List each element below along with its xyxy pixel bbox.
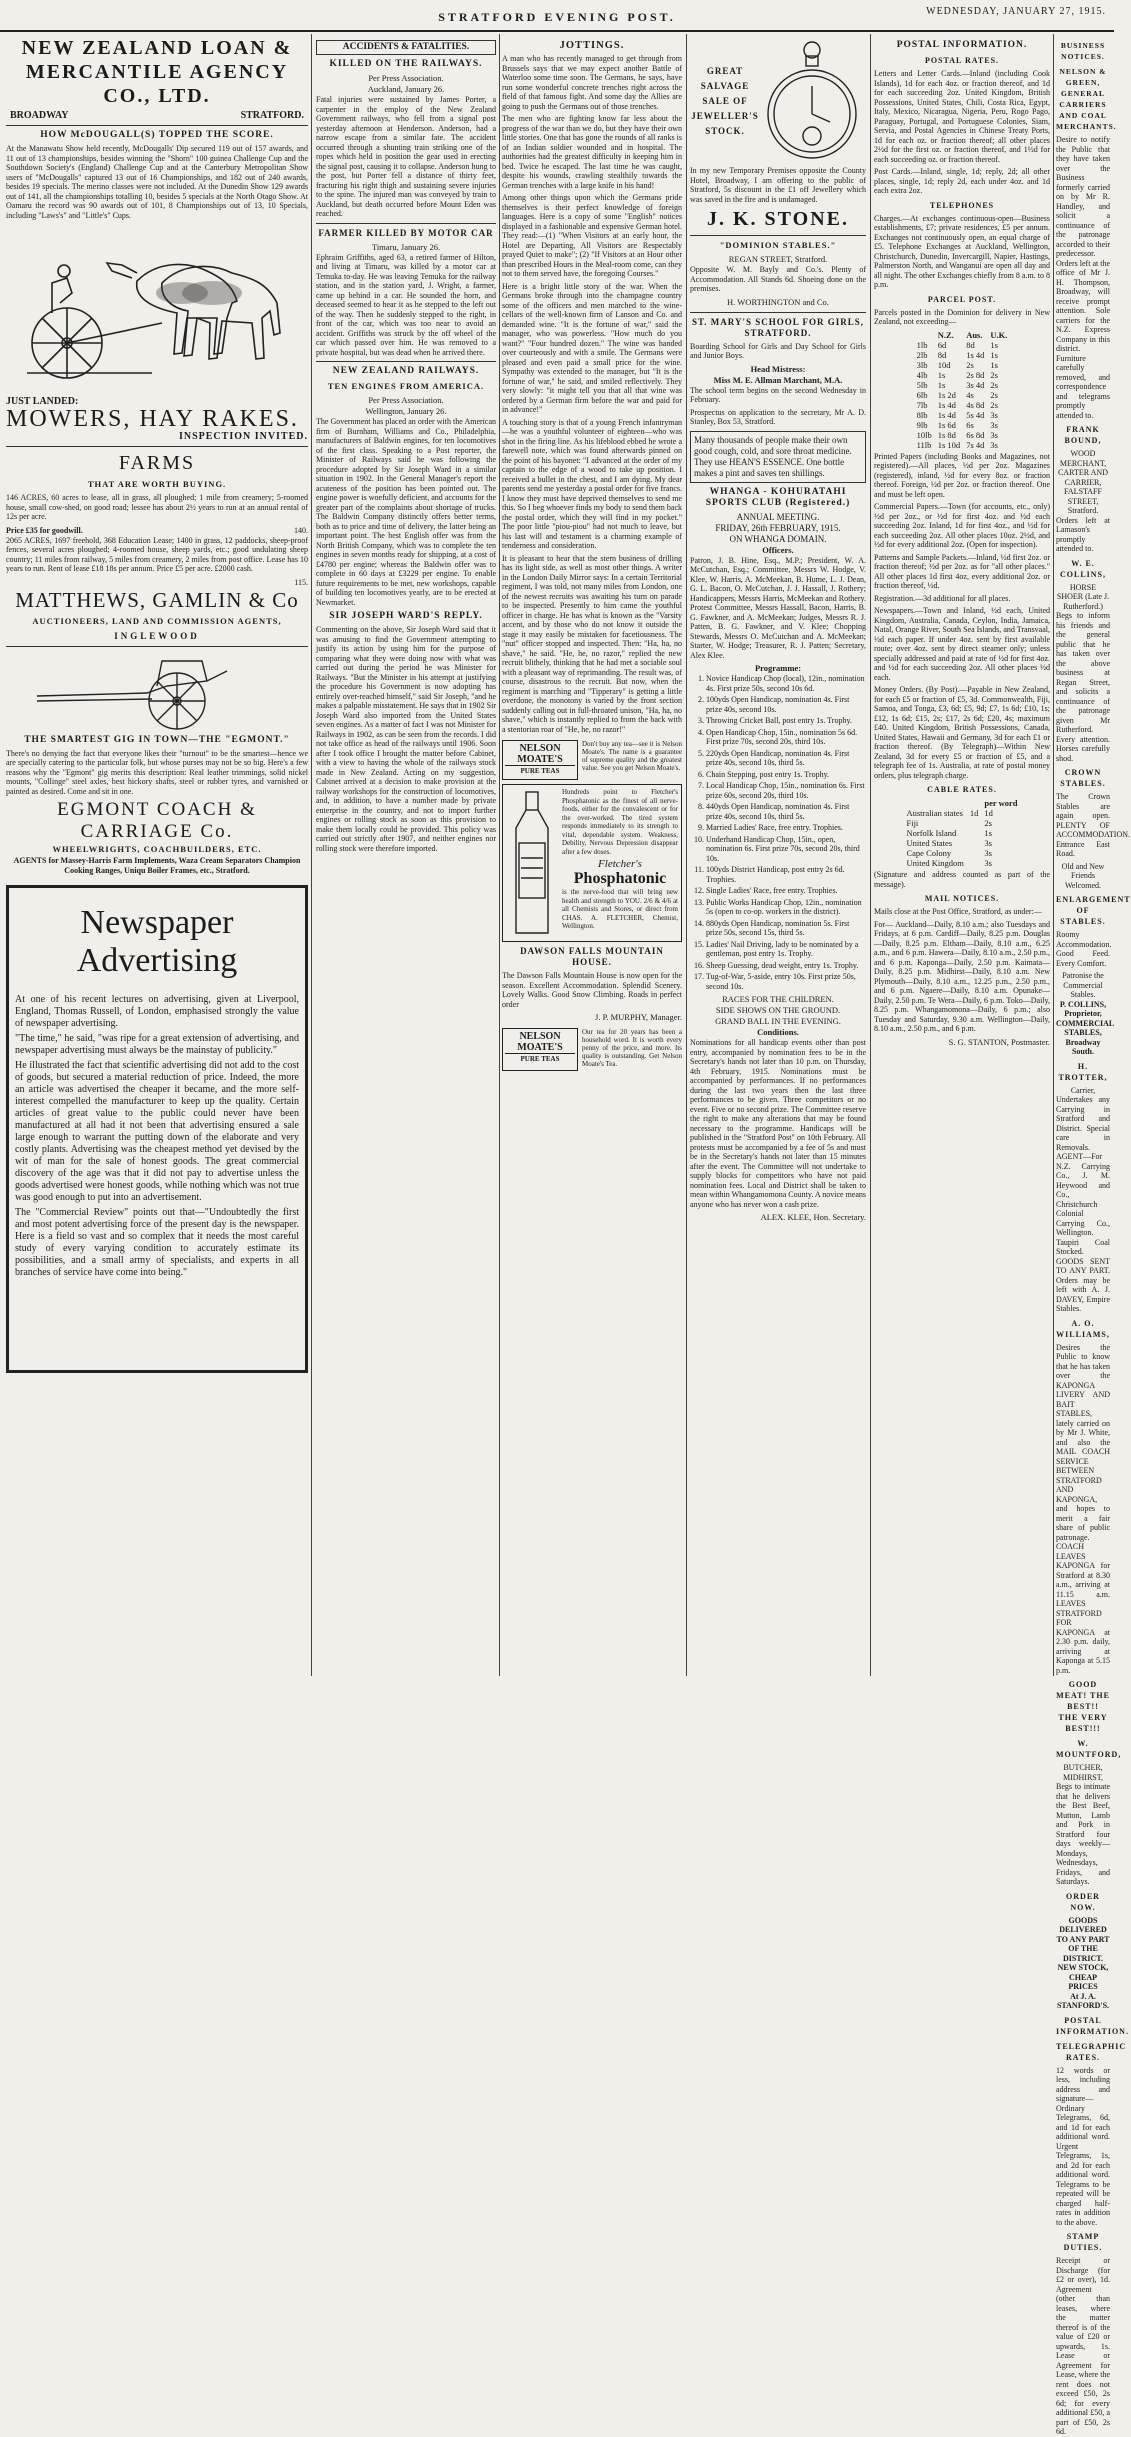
enlargement-head: ENLARGEMENT OF STABLES. — [1056, 895, 1131, 926]
jottings-para-1: A man who has recently managed to get through from Brussels says that we may expect another Battle of Waterloo some time soon. The Germans, he says, have run some wonderful concrete trenches right across the field of that famous fight. And some day the Allies are going to push the Germans out of those trenches. — [502, 54, 682, 111]
pocket-watch-icon — [764, 36, 860, 166]
table-row — [903, 808, 1020, 818]
registration: Registration.—3d additional for all places. — [874, 593, 1011, 603]
postmaster-signature: S. G. STANTON, Postmaster. — [948, 1036, 1050, 1047]
table-header-cell: U.K. — [990, 329, 1008, 340]
table-header-cell: Aus. — [966, 329, 983, 340]
table-cell: 2lb — [916, 349, 928, 360]
phosphatonic-footer: is the nerve-food that will bring new health and strength to YOU. 2/6 & 4/6 at all Chemists and Stores, or direct from CHAS. A. FLETCHER, Chemist, Wellington. — [562, 888, 678, 930]
jottings-para-2: The men who are fighting know far less about the progress of the war than we do, but they have their own little stories. One that has gone the rounds of all ranks is of an Indian soldier wounded and in hospital. The authorities had the greatest difficulty in keeping him in bed. Twice he escaped. The last time he was caught, despite his wounds, crawling stealthily towards the German trenches with a large knife in his hand! — [502, 114, 682, 190]
nzr-dateline: Wellington, January 26. — [365, 406, 447, 416]
table-cell — [967, 838, 982, 848]
programme-item: 13. Public Works Handicap Chop, 12in., nomination 5s (open to co-op. workers in the district). — [706, 898, 866, 917]
ward-reply-headline: SIR JOSEPH WARD'S REPLY. — [329, 611, 483, 621]
table-cell: 1s — [937, 379, 946, 390]
head-mistress-label: Head Mistress: — [750, 363, 806, 374]
column-1 — [6, 36, 308, 1676]
address-left: BROADWAY — [10, 110, 69, 121]
agents-line: AGENTS for Massey-Harris Farm Implements, Waza Cream Separators Champion Cooking Ranges, Uniqu Boiler Frames, etc., Stratford. — [13, 856, 301, 875]
column-rule — [499, 34, 500, 1676]
column-2 — [316, 36, 496, 1676]
advertising-title: Newspaper Advertising — [76, 904, 238, 979]
column-4 — [690, 36, 866, 1676]
just-landed: JUST LANDED: — [6, 396, 79, 407]
table-row — [914, 410, 1011, 420]
masthead-rule — [0, 30, 1114, 32]
mountford-sub: BUTCHER, MIDHIRST, — [1062, 1763, 1104, 1782]
table-row — [903, 858, 1020, 868]
table-cell: 1d — [969, 808, 979, 818]
nelson-brand-2: NELSON MOATE'S — [517, 1031, 563, 1053]
gig-carriage-illustration — [27, 651, 287, 731]
children-races: RACES FOR THE CHILDREN. — [722, 994, 834, 1004]
killed-railways-headline: KILLED ON THE RAILWAYS. — [329, 59, 483, 69]
whanga-signature: ALEX. KLEE, Hon. Secretary. — [760, 1212, 866, 1222]
programme-item: 5. 220yds Open Handicap, nomination 4s. First prize 40s, second 10s, third 5s. — [706, 749, 866, 768]
killed-body: Fatal injuries were sustained by James Porter, a carpenter in the employ of the New Zealand Government railways, who fell from a signal post yesterday afternoon at Henderson. Anderson, had a narrow escape from a similar fate. The accident occurred through a shunting train striking one of the ropes which held in position the gear used in erecting the signal post, causing it to collapse. Anderson hung to the post, but Porter fell a distance of thirty feet, fracturing his right thigh and sustaining severe injuries to the spine. The injured man was conveyed by train to Auckland, but death occurred before Mount Eden was reached. — [316, 95, 496, 218]
nz-loan-title: NEW ZEALAND LOAN & MERCANTILE AGENCY CO., LTD. — [21, 37, 293, 107]
business-notices-head: BUSINESS NOTICES. — [1060, 41, 1106, 61]
jottings-para-5: A touching story is that of a young French infantryman—he was a youthful volunteer of eighteen—who was shot in the firing line. As his lifeblood ebbed he wrote a farewell note, which was found afterwards pinned on the point of his bayonet: "I advanced at the order of my captain to the edge of a wood to take up position. I received a bullet in the chest, and I am dying. My dear parents send me yesterday a postal order for five francs. I know they must have deprived themselves to send me this. So I beg whoever finds my body to send them back the postal order, which they will find in my pocket." The poor little "piou-piou" had not much to leave, but his last will and testament is a charming example of tenderness and consideration. — [502, 417, 682, 550]
table-cell: 1s — [990, 349, 998, 360]
table-cell: 8d — [966, 339, 975, 350]
postal-rates-head: POSTAL RATES. — [924, 56, 1000, 65]
programme-item: 6. Chain Stepping, post entry 1s. Trophy. — [706, 770, 866, 780]
column-rule — [870, 34, 871, 1676]
programme-item: 3. Throwing Cricket Ball, post entry 1s. Trophy. — [706, 716, 866, 726]
table-row — [914, 400, 1011, 410]
dominion-stables-head: "DOMINION STABLES." — [719, 240, 837, 250]
nelson-moate-ad — [502, 740, 682, 780]
nelson-sub: PURE TEAS — [505, 765, 575, 777]
table-cell: 6lb — [916, 389, 928, 400]
programme-item: 14. 880yds Open Handicap, nomination 5s. First prize 50s, second 15s, third 5s. — [706, 919, 866, 938]
crown-stables-foot: Old and New Friends Welcomed. — [1061, 861, 1105, 890]
side-shows: SIDE SHOWS ON THE GROUND. — [715, 1005, 841, 1015]
table-cell: 2s — [990, 379, 998, 390]
order-now: ORDER NOW. — [1066, 1891, 1100, 1912]
egmont-coach: EGMONT COACH & CARRIAGE Co. — [57, 799, 257, 842]
table-cell — [967, 848, 982, 858]
inglewood: INGLEWOOD — [114, 630, 200, 641]
mountford-body: Begs to intimate that he delivers the Best Beef, Mutton, Lamb and Pork in Stratford four days weekly—Mondays, Wednesdays, Fridays, and Saturdays. — [1056, 1782, 1110, 1886]
table-cell: Fiji — [906, 818, 919, 828]
newspaper-rates: Newspapers.—Town and Inland, ½d each, United Kingdom, Australia, Canada, Ceylon, India, Jamaica, Natal, Orange River, South Sea Islands, and Transvaal, ½d each paper. If under 4oz. sent by first available route; over 4oz. sent by direct steamer only; unless specially addressed and paid at rate of ½d for first 4oz. and ½d for each succeeding 2oz. All other places ½d each. — [874, 606, 1050, 682]
stanford: At J. A. STANFORD'S. — [1056, 1991, 1110, 2010]
table-cell: 10lb — [916, 429, 932, 440]
table-row — [914, 370, 1011, 380]
table-header-cell — [914, 330, 935, 340]
dawson-signature: J. P. MURPHY, Manager. — [595, 1012, 682, 1022]
letters-rates: Letters and Letter Cards.—Inland (including Cook Islands), 1d for each 4oz. or fraction thereof, and 1d for each succeeding 2oz. United Kingdom, British Possessions, United States, Chili, Costa Rica, Egypt, Italy, Mexico, Nicaragua, Nigeria, Peru, Rogo Pago, Paraguay, Portugal, and Portuguese Colonies, Siam, Servia, and Postal Agencies in Chinese Treaty Ports, 1d for each oz. or fraction thereof; all other places 2½d for the first oz. or fraction thereof, and 1½d for each succeeding oz. or fraction thereof. — [874, 69, 1050, 164]
dominion-signature: H. WORTHINGTON and Co. — [727, 296, 829, 307]
table-cell: 4s 8d — [966, 399, 985, 410]
cable-rates-table — [903, 798, 1020, 868]
masthead — [0, 0, 1114, 30]
table-cell: 1s 2d — [937, 389, 956, 400]
programme-item: 10. Underhand Handicap Chop, 15in., open, nomination 6s. First prize 70s, second 20s, third 10s. — [706, 835, 866, 864]
table-row — [903, 818, 1020, 828]
jottings-header: JOTTINGS. — [559, 40, 625, 51]
advertising-para-1: At one of his recent lectures on advertising, given at Liverpool, England, Thomas Russell, of London, emphasised strongly the value of newspaper advertising. — [15, 994, 299, 1029]
meeting-ground: ON WHANGA DOMAIN. — [729, 533, 827, 544]
farm-1-ref: 140. — [294, 525, 308, 535]
killed-dateline: Auckland, January 26. — [367, 84, 445, 94]
programme-item: 9. Married Ladies' Race, free entry. Trophies. — [706, 823, 866, 833]
telephone-charges: Charges.—At exchanges continuous-open—Business establishments, £7; private residences, £5 per annum. Exchanges not continuously open, an equal charge of £5. Telephone Exchanges at Auckland, Wellington, Christchurch, Dunedin, Invercargill, Napier, Hastings, Palmerston North, and Wanganui are open all day and all night. The other Exchanges chiefly from 8 a.m. to 8 p.m. — [874, 213, 1050, 289]
jottings-para-4: Here is a bright little story of the war. When the Germans broke through into the champagne country some of the officers and men marched to the wine-cellars of the well-known firm of Lanson and Co. and demanded wine. "It is the fortune of war," said the manager, who was powerless. "How much do you want?" "Four hundred dozen." The wine was handed over courteously and with a smile. The Germans were pleased and even paid a small price for the wine. Sympathy was extended to the manager, but "It is the fortune of war," he said, and smiled reflectively. They very slowly: "it might tell you that all that wine was ordered by a German firm before the war and paid for in advance!" — [502, 281, 682, 414]
table-row — [914, 430, 1011, 440]
divider — [6, 646, 308, 647]
nelson-green-head: NELSON & GREEN, GENERAL CARRIERS AND COAL MERCHANTS. — [1056, 67, 1117, 131]
phosphatonic-brand: Phosphatonic — [573, 870, 667, 887]
frank-bound-sub: WOOD MERCHANT, CARTER AND CARRIER, FALSTAFF STREET, Stratford. — [1058, 449, 1108, 515]
table-cell: United Kingdom — [906, 858, 964, 868]
table-cell: 9lb — [916, 419, 928, 430]
table-cell: 3s — [990, 409, 998, 420]
nz-loan-address — [10, 110, 304, 121]
table-cell: 1s 8d — [937, 429, 956, 440]
table-cell: 2s — [990, 389, 998, 400]
dawson-falls-intro: The Dawson Falls Mountain House is now open for the season. Excellent Accommodation. Splendid Scenery. Lovely Walks. Good Snow Climbing. Roads in perfect order — [502, 971, 682, 1009]
table-cell: 1lb — [916, 339, 928, 350]
parcel-intro: Parcels posted in the Dominion for delivery in New Zealand, not exceeding— — [874, 307, 1050, 326]
table-cell: 3s — [984, 858, 992, 868]
table-cell: 3s — [984, 838, 992, 848]
table-cell: 2s — [984, 818, 992, 828]
farms-title: FARMS — [118, 452, 196, 474]
mcdougall-body: At the Manawatu Show held recently, McDougalls' Dip secured 119 out of 157 awards, and 11 out of 13 championships, besides winning the "Shorn" 100 guinea Challenge Cup and the Southdown Society's (England) Challenge Cup and at the Canterbury Metropolitan Show users of "McDougalls" captured 13 out of 16 Championships, and 182 out of 240 awards, besides 19 specials. The merino classes were not included. At the Dunedin Show 129 awards out of 141, all the championships totalling 10, besides 5 specials at the North Otago Show. At Oamaru the record was 90 awards out of 101, 8 Championships out of 13, 10 Specials, including "Laws's" and "Little's" Cups. — [6, 144, 308, 220]
column-5 — [874, 36, 1050, 1676]
parcel-post-head: PARCEL POST. — [927, 294, 997, 304]
programme-item: 11. 100yds District Handicap, post entry 2s 6d. Trophies. — [706, 865, 866, 884]
programme-item: 12. Single Ladies' Race, free entry. Trophies. — [706, 886, 866, 896]
nz-railways-headline: NEW ZEALAND RAILWAYS. — [332, 366, 480, 376]
table-cell: 1s — [937, 369, 946, 380]
table-cell: 7lb — [916, 399, 928, 410]
programme-item: 15. Ladies' Nail Driving, lady to be nominated by a gentleman, post entry 1s. Trophy. — [706, 940, 866, 959]
table-cell: 1s 10d — [937, 439, 961, 450]
stamp-duties-body: Receipt or Discharge (for £2 or over), 1d. Agreement (other than leases, where the matter thereof is of the value of £20 or upwards, 1s. Lease or Agreement for Lease, where the rent does not exceed £50, 2s 6d; for every additional £50, a part of £50, 2s 6d. — [1056, 2256, 1110, 2436]
table-header-cell: per word — [984, 798, 1018, 808]
telegraphic-rates-body: 12 words or less, including address and signature—Ordinary Telegrams, 6d, and 1d for each additional word. Urgent Telegrams, 1s, and 2d for each additional word. Telegrams to be repeated will be charged half-rates in addition to the above. — [1056, 2065, 1110, 2227]
tonic-bottle-icon — [506, 788, 558, 938]
column-rule — [686, 34, 687, 1676]
jottings-para-3: Among other things upon which the Germans pride themselves is their perfect knowledge of foreign languages. Here is a copy of some "English" notices displayed in a fashionable and expensive German hotel. They read:—(1) "When Visitors at an early hour, the Hotel are Departing, All Visitors are Respectably prayed Quiet to make"; (2) "If Visitors at an Hour other than prescribed Hours in the Meal-room come, can they not to them served have, the foregoing Courses." — [502, 193, 682, 278]
accidents-header: ACCIDENTS & FATALITIES. — [316, 40, 496, 55]
auctioneers-line: AUCTIONEERS, LAND AND COMMISSION AGENTS, — [32, 615, 282, 626]
phosphatonic-blurb: Hundreds point to Fletcher's Phosphatonic as the finest of all nerve-foods, either for the convalescent or for the over-worked. The tired system responds immediately to its strength to vital, dependable system. Weakness, Debility, Nervous Depression disappear after a few doses. — [562, 788, 678, 856]
salvage-sale-text: GREAT SALVAGE SALE OF JEWELLER'S STOCK. — [691, 65, 759, 136]
stone-body: In my new Temporary Premises opposite the County Hotel, Broadway, I am offering to the public of Stratford, 5s discount in the £1 off Jewellery which was saved in the fire and is undamaged. — [690, 166, 866, 204]
williams-head: A. O. WILLIAMS, — [1056, 1318, 1110, 1339]
meeting-date: FRIDAY, 26th FEBRUARY, 1915. — [715, 522, 841, 533]
goods-delivered: GOODS DELIVERED TO ANY PART OF THE DISTRICT. — [1056, 1915, 1110, 1963]
annual-meeting: ANNUAL MEETING. — [736, 511, 820, 522]
column-6 — [1056, 36, 1131, 2436]
table-cell: 3lb — [916, 359, 928, 370]
commercial-papers: Commercial Papers.—Town (for accounts, etc., only) ½d per 2oz., or ½d for first 4oz. and ½d each succeeding 2oz. Inland, 1d for first 4oz., and ½d for each succeeding 2oz. All other places 10oz. 2½d, and ½d for every additional 2oz. (Open for inspection). — [874, 502, 1050, 549]
table-cell: United States — [906, 838, 953, 848]
divider — [690, 235, 866, 236]
table-cell: 1s 4d — [937, 399, 956, 410]
dominion-address: REGAN STREET, Stratford. — [728, 254, 828, 264]
advertising-para-2: "The time," he said, "was ripe for a great extension of advertising, and newspaper advertising must always be the mainstay of publicity." — [15, 1033, 299, 1056]
table-cell: 8d — [937, 349, 947, 360]
mail-intro: Mails close at the Post Office, Stratford, as under:— — [874, 907, 1042, 916]
nelson-green-body: Desire to notify the Public that they have taken over the Business formerly carried on by Mr R. Handley, and solicit a continuance of the patronage accorded to their predecessor. Orders left at the office of Mr J. H. Thompson, Broadway, will receive prompt attention. Sole carriers for the N.Z. Express Company in this district. Furniture carefully removed, and correspondence and telegrams promptly attended to. — [1056, 135, 1110, 420]
wheelwrights: WHEELWRIGHTS, COACHBUILDERS, ETC. — [52, 844, 262, 854]
table-cell: 1s — [990, 359, 998, 370]
mail-notices-head: MAIL NOTICES. — [924, 894, 1000, 903]
farm-2-ref: 115. — [294, 577, 308, 587]
dawson-falls-headline: DAWSON FALLS MOUNTAIN HOUSE. — [520, 946, 664, 967]
table-header-row — [914, 330, 1011, 340]
enlargement-body: Roomy Accommodation. Good Feed. Every Comfort. — [1056, 930, 1112, 968]
programme-item: 17. Tug-of-War, 5-aside, entry 10s. First prize 50s, second 10s. — [706, 972, 866, 991]
table-cell: Australian states — [906, 808, 963, 818]
nelson-moate-ad-2 — [502, 1028, 682, 1071]
table-cell: 1s — [990, 339, 998, 350]
trotter-body: Undertakes any Carrying in Stratford and District. Special care in Removals. AGENT—For N.Z. Carrying Co., J. M. Heywood and Co., Christchurch Colonial Carrying Co., Wellington. Taupiri Coal Stocked. GOODS SENT TO ANY PART. Orders may be left with A. J. DAVEY, Empire Stables. — [1056, 1095, 1110, 1313]
mountford-head: W. MOUNTFORD, — [1056, 1739, 1122, 1759]
programme-item: 1. Novice Handicap Chop (local), 12in., nomination 4s. First prize 50s, second 10s 6d. — [706, 674, 866, 693]
column-rule — [311, 34, 312, 1676]
mail-schedule: For— Auckland—Daily, 8.10 a.m.; also Tuesdays and Fridays, at 6 p.m. Cardiff—Daily, 8.25 p.m. Douglas—Daily, 8.25 p.m. Eltham—Daily, 8.10 a.m., 6.25 a.m., and 6 p.m. Hawera—Daily, 8.10 a.m., 2.50 p.m., and 6 p.m. Kaponga—Daily, 2.50 p.m. Kaimata—Daily, 8.25 p.m. Midhirst—Daily, 8.10 a.m. New Plymouth—Daily, 8.10 a.m., 12.25 p.m., 2.50 p.m., and 6 p.m. Ngaere—Daily, 8.10 a.m. Opunake—Daily, 2.50 p.m. Te Wera—Daily, 6 p.m. Toko—Daily, 8.25 p.m. Whangamomona—Daily, 6 p.m.; also Tuesday and Saturday, 9.30 a.m. Wellington—Daily, 8.10 a.m., 2.50 p.m., and 6 p.m. — [874, 919, 1050, 1033]
table-cell: 3s 4d — [966, 379, 985, 390]
matthews-gamlin: MATTHEWS, GAMLIN & Co — [15, 587, 299, 612]
gig-body: There's no denying the fact that everyone likes their "turnout" to be the smartest—hence we are specially catering to the particular folk, but whose purses may not be so big. Here's a few reasons why the "Egmont" gig merits this description: Real leather trimmings, solid nickel mounts, "Collinge" steel axles, best hickory shafts, steel or rubber tyres, and varnished or painted as desired. Come and sit in one. — [6, 748, 308, 796]
collins-head: W. E. COLLINS, — [1059, 558, 1106, 579]
patronise: Patronise the Commercial Stables. — [1062, 971, 1104, 999]
conditions-label: Conditions. — [757, 1027, 799, 1037]
press-association: Per Press Association. — [368, 73, 444, 83]
divider — [6, 125, 308, 126]
column-rule — [1053, 34, 1054, 1676]
gig-headline: THE SMARTEST GIG IN TOWN—THE "EGMONT." — [24, 734, 290, 745]
table-header-cell: N.Z. — [937, 329, 954, 340]
parcel-rates-table — [914, 330, 1011, 450]
table-cell: 5lb — [916, 379, 928, 390]
table-row — [914, 420, 1011, 430]
table-cell: 6s — [966, 419, 974, 430]
table-row — [914, 390, 1011, 400]
table-cell: 1d — [984, 808, 993, 818]
cable-rates-head: CABLE RATES. — [927, 785, 997, 794]
phosphatonic-maker: Fletcher's — [598, 858, 642, 870]
school-term: The school term begins on the second Wednesday in February. — [690, 385, 866, 404]
table-cell: 4s — [966, 389, 974, 400]
table-cell: 3s — [990, 419, 998, 430]
farmer-dateline: Timaru, January 26. — [371, 241, 441, 252]
postal-info-2: POSTAL INFORMATION. — [1056, 2015, 1129, 2036]
divider — [6, 446, 308, 447]
advertising-para-3: He illustrated the fact that scientific advertising did not add to the cost of goods, but secured a material reduction of price. Indeed, the more an article was advertised the cheaper it became, and the more self-interest compelled the manufacturer to keep up the quality. Certain articles of great value to the public could never have been manufactured at all had it not been that advertising ensured a sale large enough to warrant the putting down of the elaborate and very costly plants. Advertising was the cheapest method yet devised by the wit of man for the sale of honest goods. The great commercial discovery of the age was that it did not pay to advertise unless the goods advertised were honest goods, while nothing which was not true was good enough to put into an advertisement. — [15, 1060, 299, 1203]
farmer-killed-headline: FARMER KILLED BY MOTOR CAR — [318, 227, 494, 238]
table-cell: 2s — [966, 359, 974, 370]
table-cell: 2s — [990, 369, 998, 380]
programme-item: 7. Local Handicap Chop, 15in., nomination 6s. First prize 60s, second 20s, third 10s. — [706, 781, 866, 800]
press-association-2: Per Press Association. — [368, 395, 444, 405]
nelson-brand-box — [502, 740, 578, 780]
table-row — [903, 848, 1020, 858]
head-mistress-name: Miss M. E. Allman Marchant, M.A. — [713, 374, 843, 385]
frank-bound-body: Orders left at Lamason's promptly attended to. — [1056, 515, 1110, 553]
table-cell: 1s 4d — [966, 349, 985, 360]
table-row — [914, 380, 1011, 390]
phosphatonic-text — [562, 788, 678, 938]
mowers-hay-rakes: MOWERS, HAY RAKES. — [6, 406, 299, 432]
inspection-invited: INSPECTION INVITED. — [178, 431, 308, 442]
money-orders: Money Orders. (By Post).—Payable in New Zealand, for each £5 or fraction of £5, 3d. Commonwealth, Fiji, Samoa, and Tonga, £3, 6d; £5, 9d; £7, 1s 6d; £10, 1s; £12, 1s 6d; £15, 2s; £17, 2s 6d; £20, 4s; maximum £40. United Kingdom, British Possessions, Canada, United States, Hawaii and Germany, 3d for each £1 or fraction thereof. (By Telegraph)—Within New Zealand, 3d for every £5 or fraction of £5, and a telegraph fee of 1s. Australia, at rate of postal money orders, plus telegraph charge. — [874, 685, 1050, 780]
table-cell — [967, 818, 982, 828]
table-header-row — [903, 798, 1020, 808]
printed-papers: Printed Papers (including Books and Magazines, not registered).—All places, ½d per 2oz. Magazines (registered), inland, ½d for every 8oz. or fraction thereof. Foreign, ½d per 2oz. or fraction thereof. One and must be left open. — [874, 451, 1050, 499]
farmer-body: Ephraim Griffiths, aged 63, a retired farmer of Hilton, and living at Timaru, was killed by a motor car at Temuka to-day. He was leaving Temuka for the railway station, and in the station yard, J. Wright, a farmer, came up behind in a car. He sounded the horn, and deceased seemed to hear it as he stepped to the left out of the way. Then he suddenly stepped to the right, in front of the car, which was too near to avoid an accident. Griffiths was struck by the off wheel of the car which passed over him. He was removed to a private hospital, but was dead when he arrived there. — [316, 252, 496, 357]
table-cell: 1s 6d — [937, 419, 956, 430]
table-cell: 4lb — [916, 369, 928, 380]
table-cell: 1s — [984, 828, 992, 838]
nelson-blurb-2: Our tea for 20 years has been a household word. It is worth every penny of the price, and more. Its quality is outstanding. Get Nelson Moate's Tea. — [582, 1028, 682, 1068]
divider — [316, 223, 496, 224]
table-row — [903, 828, 1020, 838]
postal-info-head: POSTAL INFORMATION. — [896, 40, 1028, 50]
table-cell: 10d — [937, 359, 951, 370]
trotter-head: H. TROTTER, — [1058, 1061, 1108, 1082]
williams-body: Desires the Public to know that he has taken over the KAPONGA LIVERY AND BAIT STABLES, lately carried on by Mr J. White, and also the MAIL COACH SERVICE BETWEEN STRATFORD AND KAPONGA, and hopes to merit a fair share of public patronage. COACH LEAVES KAPONGA for Stratford at 8.30 a.m., arriving at 11.15 a.m. LEAVES STRATFORD FOR KAPONGA at 2.30 p.m. daily, arriving at Kaponga at 5.15 p.m. — [1056, 1342, 1110, 1675]
nzr-body: The Government has placed an order with the American firm of Burnham, Williams and Co., Philadelphia, manufacturers of Baldwin engines, for ten locomotives of the first class. Speaking to a Post reporter, the Minister of Railways said he was following the procedure adopted by Sir Joseph Ward in a similar situation in 1902. In the General Manager's report the acuteness of the position has been pointed out. The engine power is woefully deficient, and accounts for the greater part of the complaints about shortage of trucks. The Baldwin Company distinctly offers better terms, both as to price and time of delivery, the latter being an important point. The best English offer was from the North British Company, which was to complete the ten engines in seven months ready for shipping, at a cost of £4780 per engine; whereas the Baldwin offer was to complete in 60 days at £3229 per engine. To enable future requirements to be met, new workshops, capable of building ten locomotives yearly, are to be erected at Newmarket. — [316, 417, 496, 607]
table-cell — [967, 858, 982, 868]
programme-item: 2. 100yds Open Handicap, nomination 4s. First prize 40s, second 10s. — [706, 695, 866, 714]
sample-packets: Patterns and Sample Packets.—Inland, ½d first 2oz. or fraction thereof; ½d per 2oz. as for "all other places." All other places 1d first 4oz, every additional 2oz. or fraction thereof, ½d. — [874, 552, 1050, 590]
st-marys-body: Boarding School for Girls and Day School for Girls and Junior Boys. — [690, 341, 866, 360]
salvage-sale-ad — [690, 36, 866, 166]
masthead-date: WEDNESDAY, JANUARY 27, 1915. — [926, 6, 1106, 17]
trotter-sub: Carrier, — [1070, 1085, 1096, 1095]
programme-label: Programme: — [754, 663, 802, 673]
p-collins: P. COLLINS, Proprietor, COMMERCIAL STABLES, Broadway South. — [1056, 999, 1115, 1056]
farm-listing-2: 2065 ACRES, 1697 freehold, 368 Education Lease; 1400 in grass, 12 paddocks, sheep-proof fences, several acres ploughed; 4-roomed house, sheep yards, etc.; good undulating sheep country; 11 miles from railway, 5 miles from creamery, 2 miles from post office. Lease has 10 years to run. Rent of lease £18 18s per annum. Price £5 per acre. £2000 cash. — [6, 535, 308, 573]
cable-note: (Signature and address counted as part of the message). — [874, 870, 1050, 889]
school-prospectus: Prospectus on application to the secretary, Mr A. D. Stanley, Box 53, Stratford. — [690, 407, 866, 426]
table-cell: 3s — [990, 439, 998, 450]
telephones-head: TELEPHONES — [929, 200, 995, 210]
table-cell: 3s — [984, 848, 992, 858]
good-meat: GOOD MEAT! THE BEST!! THE VERY BEST!!! — [1056, 1680, 1110, 1733]
table-cell: 2s — [990, 399, 998, 410]
table-row — [903, 838, 1020, 848]
table-header-cell — [967, 798, 982, 808]
divider — [316, 361, 496, 362]
nelson-sub-2: PURE TEAS — [505, 1053, 575, 1065]
jottings-para-6: It is pleasant to hear that the stern business of drilling has its light side, as well as most other things. A writer in the London Daily Mirror says: In a certain Territorial regiment, I was told, not many miles from London, one of the newest recruits was awaiting his turn on parade to be inspected. Presently to him came the youthful officer in charge. He has what is known as the "Varsity accent, and by those who do not know it outside the stage it may easily be mistaken for facetiousness. The "nut" officer stopped and inspected. Then: "Ha, ha, no shave," he said. "He, he, no razor," replied the new recruit blithely, thinking that he had met a sociable soul with a pleasant way of reprimanding. The result was, of course, disastrous to the recruit. But now, when the regiment is marching and "Tipperary" is getting a little overdone, the monotony is varied by the front section suddenly calling out in full-throated unison, "Ha, ha, no shave," which is instantly replied to from the back with a stentorian roar of "He, he, no razor!" — [502, 553, 682, 734]
whanga-sports-headline: WHANGA - KOHURATAHI SPORTS CLUB (Registered.) — [705, 486, 851, 508]
phosphatonic-ad — [502, 784, 682, 942]
table-cell: 6d — [937, 339, 947, 350]
new-stock: NEW STOCK, CHEAP PRICES — [1057, 1963, 1109, 1991]
nelson-brand: NELSON MOATE'S — [517, 743, 563, 765]
grand-ball: GRAND BALL IN THE EVENING. — [715, 1016, 841, 1026]
table-cell: 8lb — [916, 409, 928, 420]
table-cell: 6s 8d — [966, 429, 985, 440]
masthead-title: STRATFORD EVENING POST. — [438, 10, 676, 24]
table-cell: Norfolk Island — [906, 828, 957, 838]
st-marys-headline: ST. MARY'S SCHOOL FOR GIRLS, STRATFORD. — [691, 316, 865, 338]
table-cell: 1s 4d — [937, 409, 956, 420]
ten-engines-subhead: TEN ENGINES FROM AMERICA. — [327, 381, 485, 391]
programme-item: 8. 440yds Open Handicap, nomination 4s. First prize 40s, second 10s, third 5s. — [706, 802, 866, 821]
nelson-brand-box-2 — [502, 1028, 578, 1071]
mcdougall-headline: HOW McDOUGALL(S) TOPPED THE SCORE. — [40, 130, 274, 140]
mower-horses-illustration — [12, 223, 302, 393]
table-row — [914, 360, 1011, 370]
conditions-body: Nominations for all handicap events other than post entry, accompanied by nomination fees to be in the Secretary's hands not later than 10 p.m. on Thursday, 4th February, 1915. Nominations must be accompanied by performances. If no performances during the last two years then the last three performances to be given. Three competitors or no event. Five or no second prize. The Committee reserve the right to make any alterations that may be found necessary to the programme. Handicaps will be published in the "Stratford Post" on 10th February. All protests must be accompanied by a fee of 5s and must be in the Secretary's hands not later than 15 minutes after the event. The Committee will not undertake to supply blocks for competitors who have not paid nomination fees. Local and District shall be taken to mean within Whangamomona County. A novice means anyone who has never won a cash prize. — [690, 1038, 866, 1209]
table-cell: 3s — [990, 429, 998, 440]
farms-subtitle: THAT ARE WORTH BUYING. — [87, 479, 227, 489]
officers-list: Patron, J. B. Hine, Esq., M.P.; President, W. A. McCutchan, Esq.; Committee, Messrs W. Hodge, V. Klee, W. Harris, A. McMeekan, B. Hume, L. J. Dean, G. L. Bacon, O. McCutchan, J. J. Hassall, J. Rothery; Handicappers, Messrs Harris, McMeekan and Rothery. Protest Committee, Messrs Hassall, Bacon, Harris, B. G. Fawkner, and A. McMeekan; Judges, Messrs R. J. Patten, B. G. Fawkner, and V. Klee; Chopping Stewards, Messrs O. McCutchan and A. McMeekan; Starter, W. Hodge; Treasurer, R. J. Patten; Secretary, Alex Klee. — [690, 555, 866, 660]
table-cell — [967, 828, 982, 838]
table-cell: Cape Colony — [906, 848, 952, 858]
farm-listing-1: 146 ACRES, 60 acres to lease, all in grass, all ploughed; 1 mile from creamery; 5-roomed house, small cow-shed, on good road; lessee has about 2½ years to run at an annual rental of 12s per acre. — [6, 493, 308, 521]
crown-stables: CROWN STABLES. — [1060, 768, 1106, 788]
farm-1-price-row — [6, 525, 308, 536]
programme-list — [690, 674, 866, 991]
advertising-para-4: The "Commercial Review" points out that—"Undoubtedly the first and most potent advertising force of the present day is the newspaper. Here is a field so vast and so complex that it needs the most careful study of every varying condition to accurately estimate its possibilities, and a small army of specialists, and experts in all branches of service have come into being." — [15, 1207, 299, 1278]
table-cell: 7s 4d — [966, 439, 985, 450]
jk-stone: J. K. STONE. — [707, 208, 849, 230]
table-cell: 11lb — [916, 439, 932, 450]
crown-stables-body: The Crown Stables are again open. PLENTY OF ACCOMMODATION. Entrance East Road. — [1056, 792, 1131, 858]
newspaper-advertising-box — [6, 885, 308, 1373]
officers-label: Officers. — [762, 544, 794, 555]
nelson-blurb: Don't buy any tea—see it is Nelson Moate's. The name is a guarantee of supreme quality and the greatest value. See you get Nelson Moate's. — [582, 740, 682, 772]
table-row — [914, 440, 1011, 450]
programme-item: 4. Open Handicap Chop, 15in., nomination 5s 6d. First prize 70s, second 20s, third 10s. — [706, 728, 866, 747]
collins-sub: HORSE SHOER (Late J. Rutherford.) — [1056, 582, 1110, 611]
divider — [690, 312, 866, 313]
table-row — [914, 350, 1011, 360]
collins-body: Begs to inform his friends and the general public that he has taken over the above business at Regan Street, and solicits a continuance of the patronage given Mr Rutherford. Every attention. Horses carefully shod. — [1056, 611, 1110, 763]
stamp-duties-head: STAMP DUTIES. — [1063, 2232, 1103, 2252]
column-3 — [502, 36, 682, 1676]
programme-item: 16. Sheep Guessing, dead weight, entry 1s. Trophy. — [706, 961, 866, 971]
table-cell: 5s 4d — [966, 409, 985, 420]
postcard-rates: Post Cards.—Inland, single, 1d; reply, 2d; all other places, single, 1d; reply 2d, each under 4oz. and 1d each extra 2oz. — [874, 167, 1050, 195]
telegraphic-rates-head: TELEGRAPHIC RATES. — [1056, 2041, 1127, 2062]
farm-1-price: Price £35 for goodwill. — [6, 525, 83, 535]
ward-reply-body: Commenting on the above, Sir Joseph Ward said that it was amusing to find the Government attempting to justify its action by using him for the purpose of comparing what they were doing now with what was carried out during the period he was Minister for Railways. "But the Minister in his attempt at justifying the procedure his Government is now adopting has entirely over-reached himself," said Sir Joseph, "and he makes a palpable misstatement. He says that in 1902 Sir Joseph Ward also imported from the United States seven engines. As a matter of fact I was not Minister for Railways in 1902, as can be seen from the records. I did not take office as head of the railways until 1906. Soon after I took office I brought the matter before Cabinet, with a view to having the whole of the railways stock made in New Zealand. Acting on my suggestion, Cabinet arrived at a decision to make provision at the railway workshops for the construction of locomotives, and, in addition, to have a number made by private enterprise in the country, and not to import further engines or rolling stock as soon as this provision to make them locally could be provided. This policy was carried out strictly after 1907, and neither engines nor rolling stock were therefore imported. — [316, 625, 496, 853]
heans-essence-ad: Many thousands of people make their own good cough, cold, and sore throat medicine. They use HEAN'S ESSENCE. One bottle makes a pint and saves ten shillings. — [690, 431, 866, 483]
table-header-cell — [903, 798, 966, 808]
address-right: STRATFORD. — [240, 110, 304, 121]
frank-bound: FRANK BOUND, — [1064, 425, 1102, 445]
table-cell: 2s 8d — [966, 369, 985, 380]
dominion-body: Opposite W. M. Bayly and Co.'s. Plenty of Accommodation. All Stands 6d. Shoeing done on the premises. — [690, 265, 866, 293]
table-row — [914, 340, 1011, 350]
